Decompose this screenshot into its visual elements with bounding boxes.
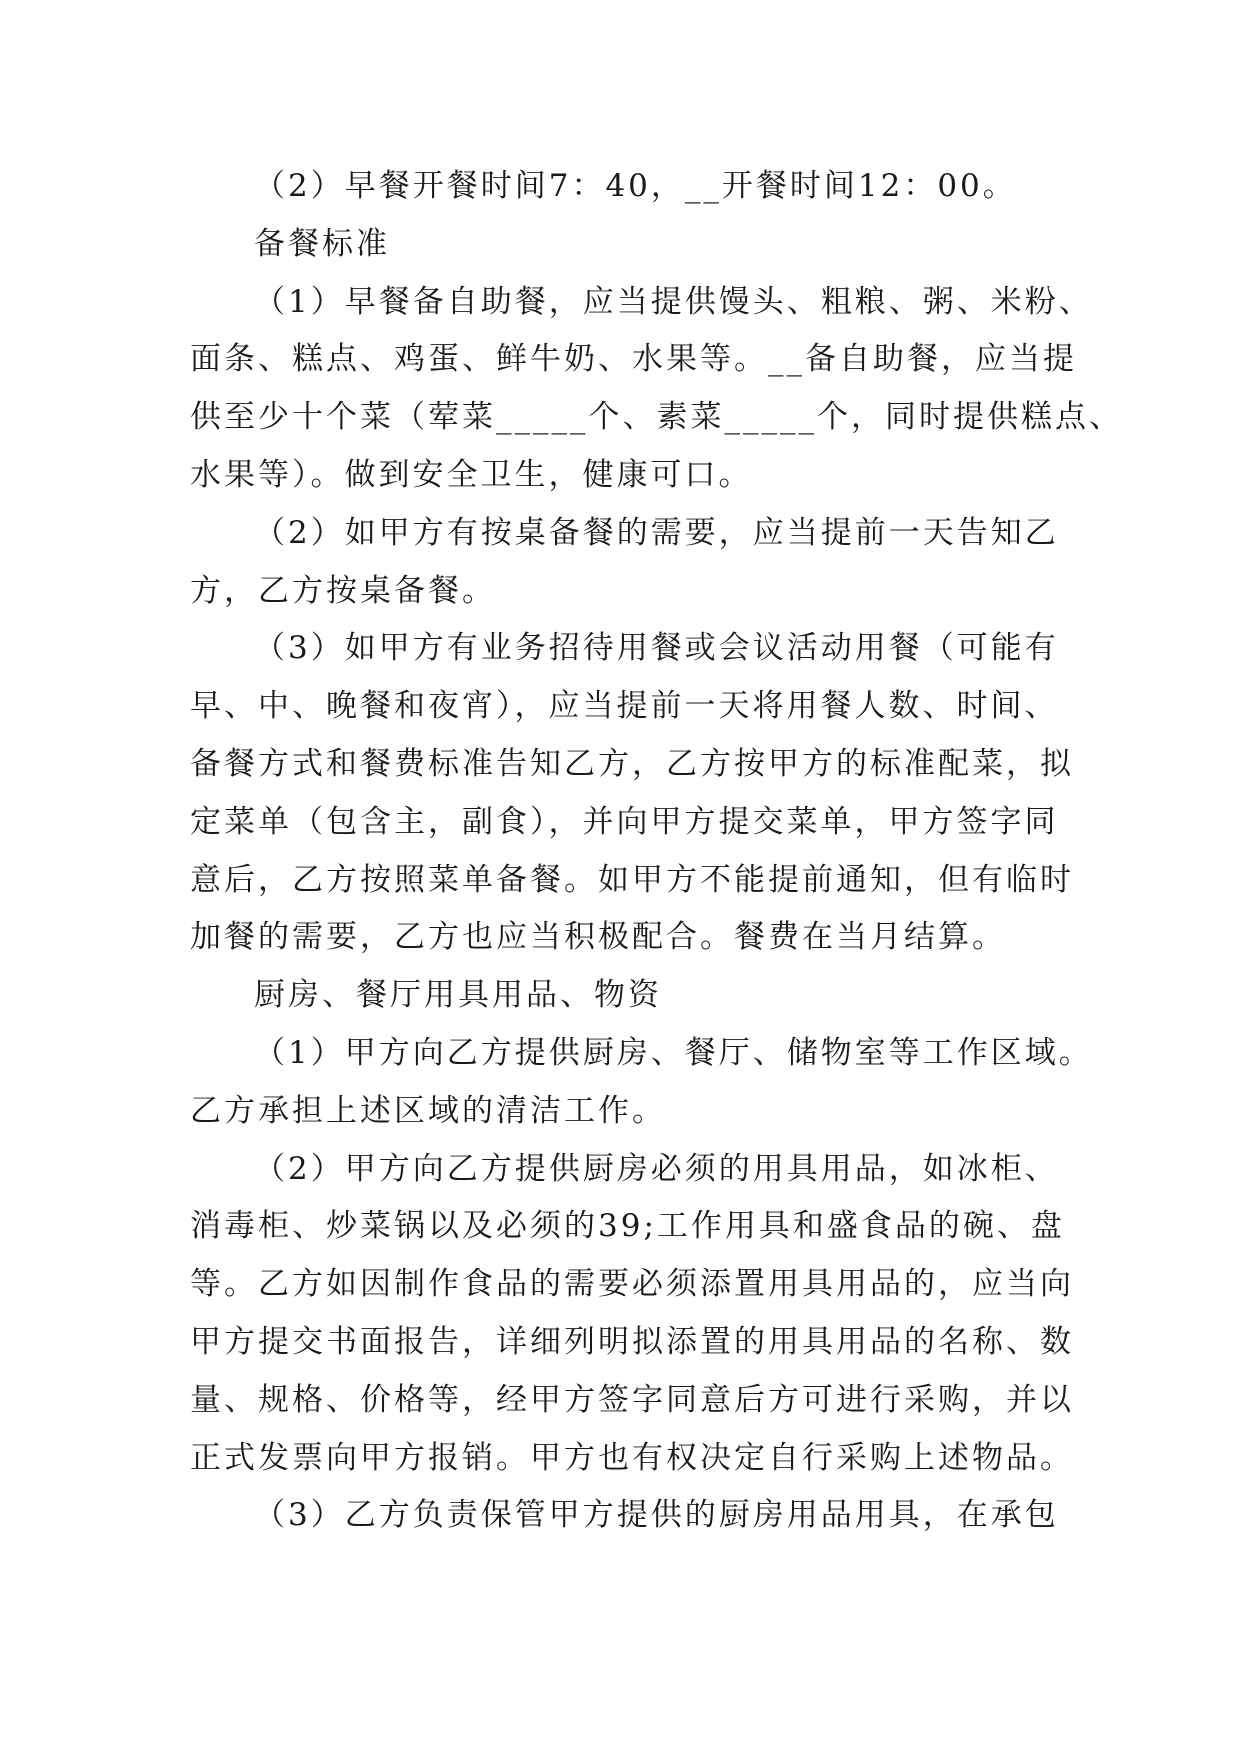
paragraph-line: （1）早餐备自助餐，应当提供馒头、粗粮、粥、米粉、	[254, 283, 1093, 320]
paragraph-line: 乙方承担上述区域的清洁工作。	[190, 1092, 666, 1129]
paragraph-line: 水果等）。做到安全卫生，健康可口。	[190, 456, 753, 493]
paragraph-line: 甲方提交书面报告，详细列明拟添置的用具用品的名称、数	[190, 1323, 1074, 1360]
paragraph-line: 消毒柜、炒菜锅以及必须的39;工作用具和盛食品的碗、盘	[190, 1208, 1065, 1245]
paragraph-line: 备餐方式和餐费标准告知乙方，乙方按甲方的标准配菜，拟	[190, 745, 1074, 782]
section-heading: 厨房、餐厅用具用品、物资	[254, 977, 662, 1014]
paragraph-line: （3）如甲方有业务招待用餐或会议活动用餐（可能有	[254, 630, 1059, 667]
document-body	[190, 158, 1123, 1545]
paragraph-line: 定菜单（包含主，副食），并向甲方提交菜单，甲方签字同	[190, 803, 1059, 840]
paragraph-line: （2）如甲方有按桌备餐的需要，应当提前一天告知乙	[254, 514, 1059, 551]
paragraph-line: （3）乙方负责保管甲方提供的厨房用品用具，在承包	[254, 1497, 1059, 1534]
paragraph-line: 正式发票向甲方报销。甲方也有权决定自行采购上述物品。	[190, 1439, 1074, 1476]
paragraph-line: 供至少十个菜（荤菜_____个、素菜_____个，同时提供糕点、	[190, 399, 1123, 436]
paragraph-line: 等。乙方如因制作食品的需要必须添置用具用品的，应当向	[190, 1266, 1074, 1303]
paragraph-line: 量、规格、价格等，经甲方签字同意后方可进行采购，并以	[190, 1381, 1074, 1418]
paragraph-line: 加餐的需要，乙方也应当积极配合。餐费在当月结算。	[190, 919, 1006, 956]
paragraph-line: 意后，乙方按照菜单备餐。如甲方不能提前通知，但有临时	[190, 861, 1074, 898]
section-heading: 备餐标准	[254, 225, 390, 262]
paragraph-line: 早、中、晚餐和夜宵），应当提前一天将用餐人数、时间、	[190, 688, 1059, 725]
paragraph-line: （2）甲方向乙方提供厨房必须的用具用品，如冰柜、	[254, 1150, 1059, 1187]
paragraph-line: 方，乙方按桌备餐。	[190, 572, 496, 609]
paragraph-line: 面条、糕点、鸡蛋、鲜牛奶、水果等。__备自助餐，应当提	[190, 341, 1077, 378]
paragraph-line: （1）甲方向乙方提供厨房、餐厅、储物室等工作区域。	[254, 1034, 1093, 1071]
paragraph-line: （2）早餐开餐时间7：40，__开餐时间12：00。	[254, 168, 1017, 204]
